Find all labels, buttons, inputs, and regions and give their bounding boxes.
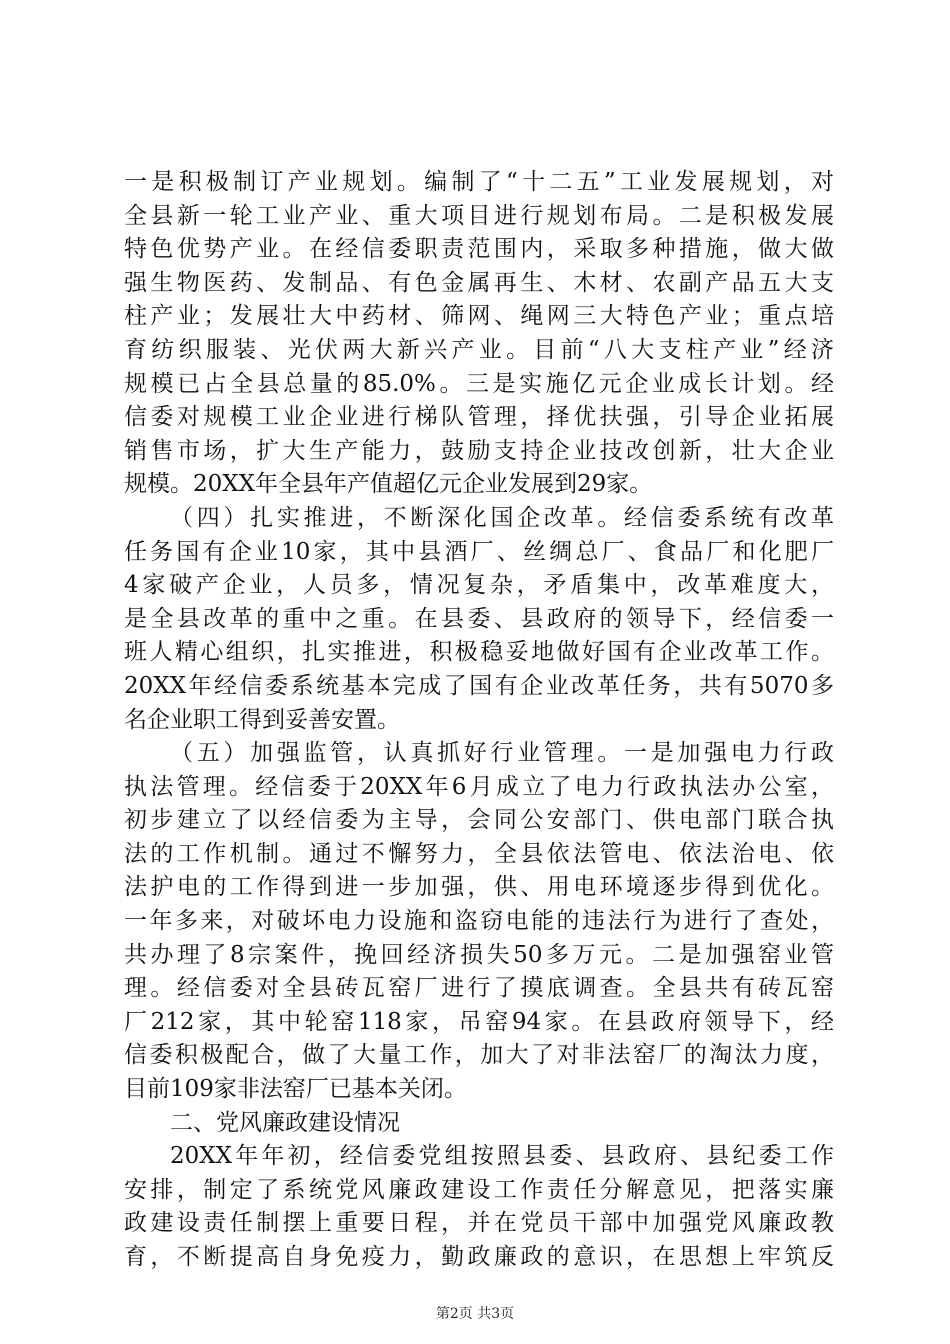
- text-line: 班人精心组织，扎实推进，积极稳妥地做好国有企业改革工作。: [124, 639, 834, 666]
- text-line: 一年多来，对破坏电力设施和盗窃电能的违法行为进行了查处，: [124, 908, 834, 935]
- text-line: 是全县改革的重中之重。在县委、县政府的领导下，经信委一: [124, 605, 834, 632]
- text-line: 柱产业；发展壮大中药材、筛网、绳网三大特色产业；重点培: [124, 303, 834, 330]
- text-line: 销售市场，扩大生产能力，鼓励支持企业技改创新，壮大企业: [124, 437, 834, 464]
- text-line: （五）加强监管，认真抓好行业管理。一是加强电力行政: [170, 740, 834, 767]
- text-line: 政建设责任制摆上重要日程，并在党员干部中加强党风廉政教: [124, 1210, 834, 1237]
- text-line: 20XX年年初，经信委党组按照县委、县政府、县纪委工作: [170, 1143, 834, 1170]
- text-line: 目前109家非法窑厂已基本关闭。: [124, 1076, 467, 1103]
- text-line: 共办理了8宗案件，挽回经济损失50多万元。二是加强窑业管: [124, 941, 834, 968]
- text-line: 理。经信委对全县砖瓦窑厂进行了摸底调查。全县共有砖瓦窑: [124, 975, 834, 1002]
- text-line: 安排，制定了系统党风廉政建设工作责任分解意见，把落实廉: [124, 1176, 834, 1203]
- text-line: 一是积极制订产业规划。编制了“十二五”工业发展规划，对: [124, 169, 834, 195]
- text-line: 名企业职工得到妥善安置。: [124, 706, 400, 733]
- page-footer: 第2页 共3页: [435, 1306, 515, 1322]
- text-line: 信委积极配合，做了大量工作，加大了对非法窑厂的淘汰力度，: [124, 1042, 834, 1069]
- text-line: 任务国有企业10家，其中县酒厂、丝绸总厂、食品厂和化肥厂: [124, 538, 834, 565]
- text-line: 规模。20XX年全县年产值超亿元企业发展到29家。: [124, 471, 653, 498]
- text-line: 特色优势产业。在经信委职责范围内，采取多种措施，做大做: [124, 236, 834, 263]
- text-line: 强生物医药、发制品、有色金属再生、木材、农副产品五大支: [124, 269, 834, 296]
- text-line: （四）扎实推进，不断深化国企改革。经信委系统有改革: [170, 504, 834, 531]
- text-line: 厂212家，其中轮窑118家，吊窑94家。在县政府领导下，经: [124, 1008, 834, 1035]
- text-line: 初步建立了以经信委为主导，会同公安部门、供电部门联合执: [124, 807, 834, 834]
- text-line: 全县新一轮工业产业、重大项目进行规划布局。二是积极发展: [124, 202, 834, 229]
- text-line: 20XX年经信委系统基本完成了国有企业改革任务，共有5070多: [124, 672, 834, 699]
- text-line: 育纺织服装、光伏两大新兴产业。目前“八大支柱产业”经济: [124, 336, 834, 363]
- text-line: 二、党风廉政建设情况: [170, 1109, 400, 1136]
- text-line: 4家破产企业，人员多，情况复杂，矛盾集中，改革难度大，: [124, 572, 834, 599]
- text-line: 执法管理。经信委于20XX年6月成立了电力行政执法办公室，: [124, 773, 834, 800]
- text-line: 法护电的工作得到进一步加强，供、用电环境逐步得到优化。: [124, 874, 834, 901]
- text-line: 规模已占全县总量的85.0%。三是实施亿元企业成长计划。经: [124, 370, 834, 397]
- document-body: [124, 166, 834, 1275]
- text-line: 法的工作机制。通过不懈努力，全县依法管电、依法治电、依: [124, 840, 834, 867]
- text-line: 育，不断提高自身免疫力，勤政廉政的意识，在思想上牢筑反: [124, 1244, 834, 1270]
- text-line: 信委对规模工业企业进行梯队管理，择优扶强，引导企业拓展: [124, 404, 834, 431]
